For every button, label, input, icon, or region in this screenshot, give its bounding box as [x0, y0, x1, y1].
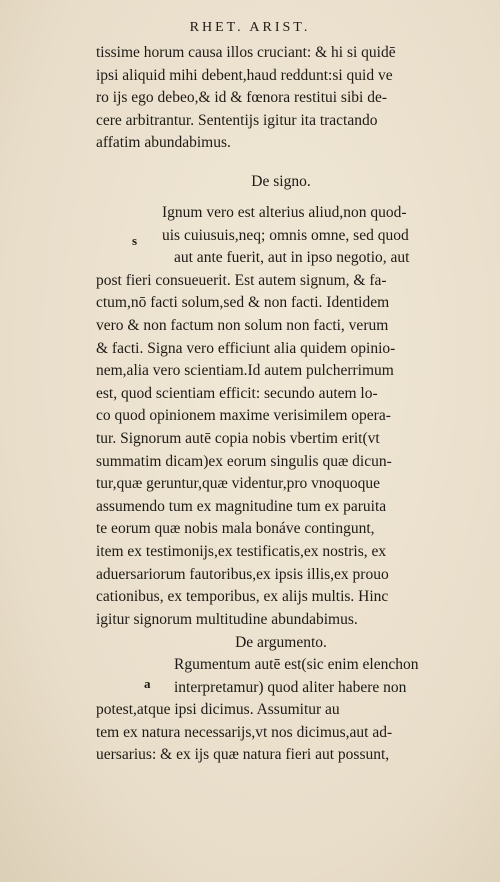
text-line: Ignum vero est alterius aliud,non quod- [162, 204, 407, 221]
text-line: Rgumentum autē est(sic enim elenchon [174, 656, 419, 673]
text-line: co quod opinionem maxime verisimilem opera- [96, 407, 391, 425]
text-line: ro ijs ego debeo,& id & fœnora restitui sibi de- [96, 89, 387, 107]
text-line: ipsi aliquid mihi debent,haud reddunt:si quid ve [96, 66, 393, 84]
text-line: interpretamur) quod aliter habere non [174, 678, 407, 696]
text-line: vero & non factum non solum non facti, verum [96, 316, 389, 334]
running-title: RHET. ARIST. [189, 20, 311, 35]
text-line: aduersariorum fautoribus,ex ipsis illis,ex prouo [96, 565, 389, 583]
marginal-note-signo: s [132, 233, 138, 248]
text-line: aut ante fuerit, aut in ipso negotio, aut [174, 249, 410, 267]
text-line: tur. Signorum autē copia nobis vbertim erit(vt [96, 429, 380, 447]
text-line: item ex testimonijs,ex testificatis,ex nostris, ex [96, 542, 387, 560]
section-heading-signo: De signo. [251, 173, 311, 190]
text-line: ctum,nō facti solum,sed & non facti. Identidem [96, 294, 390, 312]
text-line: & facti. Signa vero efficiunt alia quidem opinio- [96, 339, 396, 357]
text-block-3 [96, 654, 466, 767]
text-line: affatim abundabimus. [96, 134, 231, 152]
text-line: cationibus, ex temporibus, ex alijs multis. Hinc [96, 588, 389, 606]
marginal-note-argumento: a [144, 676, 151, 691]
text-line: cere arbitrantur. Sententijs igitur ita tractando [96, 111, 378, 129]
text-line: summatim dicam)ex eorum singulis quæ dicun- [96, 452, 392, 470]
text-line: tem ex natura necessarijs,vt nos dicimus,aut ad- [96, 723, 393, 741]
text-line: tissime horum causa illos cruciant: & hi si quidē [96, 44, 396, 61]
text-line: est, quod scientiam efficit: secundo autem lo- [96, 384, 378, 402]
text-line: tur,quæ geruntur,quæ videntur,pro vnoquoque [96, 475, 380, 493]
text-line: assumendo tum ex magnitudine tum ex paruita [96, 497, 387, 515]
text-line: uis cuiusuis,neq; omnis omne, sed quod [162, 226, 409, 244]
text-block-1 [96, 42, 466, 155]
text-line: post fieri consueuerit. Est autem signum, & fa- [96, 271, 387, 289]
text-line: igitur signorum multitudine abundabimus. [96, 610, 358, 628]
text-block-2 [96, 202, 466, 631]
text-line: nem,alia vero scientiam.Id autem pulcherrimum [96, 362, 394, 380]
section-heading-argumento: De argumento. [235, 634, 327, 651]
text-line: potest,atque ipsi dicimus. Assumitur au [96, 701, 340, 719]
text-line: uersarius: & ex ijs quæ natura fieri aut possunt, [96, 746, 390, 764]
text-line: te eorum quæ nobis mala bonáve contingunt, [96, 520, 375, 538]
